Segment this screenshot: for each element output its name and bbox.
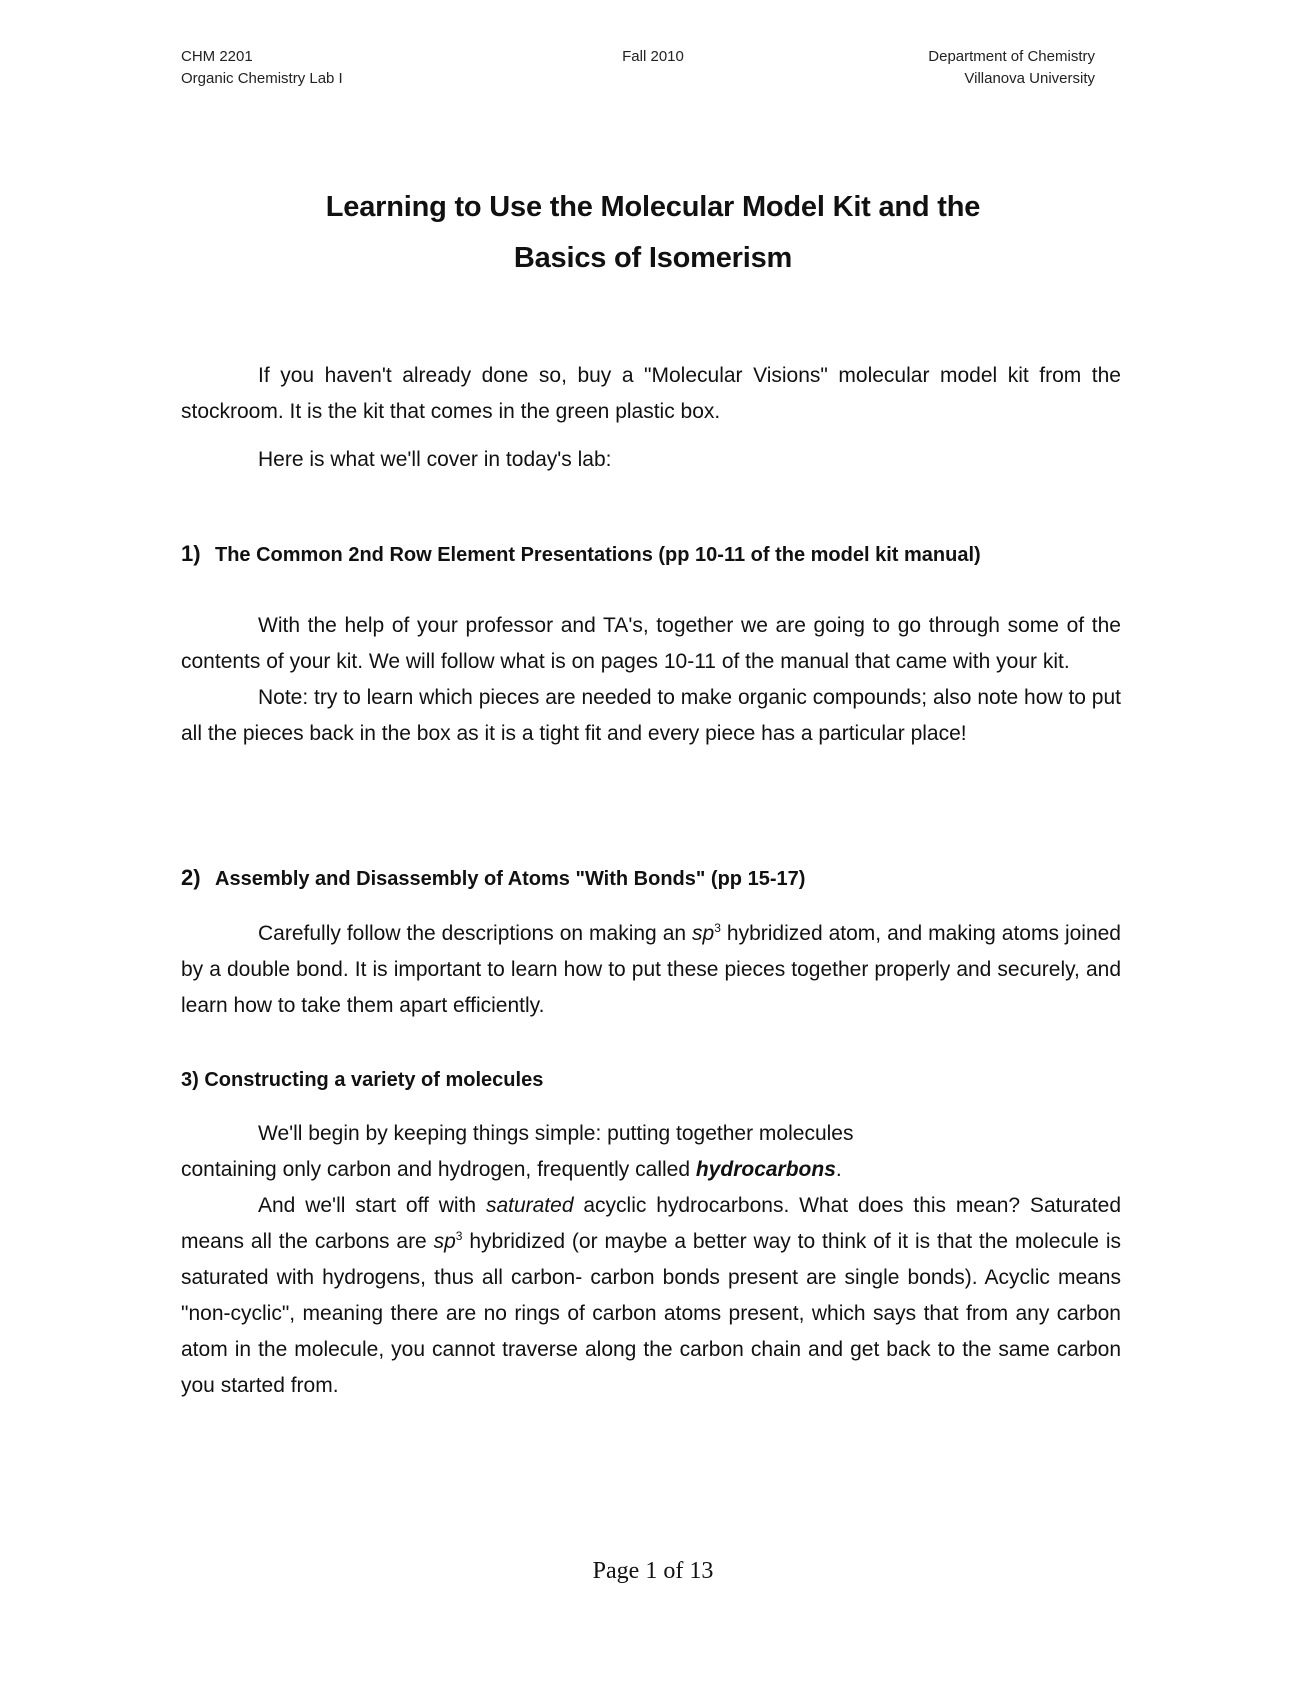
section-3-period: . xyxy=(835,1158,842,1181)
section-2-text-a: Carefully follow the descriptions on making an xyxy=(258,922,693,945)
section-1-heading xyxy=(181,540,1121,569)
section-2-text-b: hybridized atom, and making atoms joined by a double bond. It is important to learn how to put these pieces together properly and securely, and learn how to take them apart efficiently. xyxy=(181,922,1121,1017)
section-1-title: The Common 2nd Row Element Presentations (pp 10-11 of the model kit manual) xyxy=(215,544,981,566)
section-3-line-2: containing only carbon and hydrogen, frequently called xyxy=(181,1158,696,1181)
section-2-number: 2) xyxy=(181,865,201,890)
section-1-body xyxy=(181,608,1121,752)
section-2-paragraph-1 xyxy=(181,916,1121,1024)
section-3-text-b: acyclic hydrocarbons. What does this mean? Saturated means all the carbons are xyxy=(181,1194,1121,1253)
intro-section xyxy=(181,358,1121,478)
sp-superscript: 3 xyxy=(714,921,721,935)
university-name: Villanova University xyxy=(964,70,1095,87)
section-3-heading: 3) Constructing a variety of molecules xyxy=(181,1069,544,1091)
section-3-body xyxy=(181,1116,1121,1404)
section-3-line-1: We'll begin by keeping things simple: putting together molecules xyxy=(258,1122,854,1145)
intro-paragraph-2: Here is what we'll cover in today's lab: xyxy=(258,448,612,471)
section-3-paragraph-1 xyxy=(181,1116,1121,1188)
intro-paragraph-1: If you haven't already done so, buy a "Molecular Visions" molecular model kit from the stockroom. It is the kit that comes in the green plastic box. xyxy=(181,364,1121,423)
department-name: Department of Chemistry xyxy=(928,48,1095,65)
sp-term: sp xyxy=(692,922,715,945)
course-name: Organic Chemistry Lab I xyxy=(181,70,343,87)
section-1-paragraph-2: Note: try to learn which pieces are needed to make organic compounds; also note how to put all the pieces back in the box as it is a tight fit and every piece has a particular place! xyxy=(181,686,1121,745)
section-1-paragraph-1: With the help of your professor and TA's, together we are going to go through some of the contents of your kit. We will follow what is on pages 10-11 of the manual that came with your kit. xyxy=(181,614,1121,673)
course-code: CHM 2201 xyxy=(181,48,253,65)
title-line-2: Basics of Isomerism xyxy=(513,242,793,274)
header-right xyxy=(928,46,1095,90)
title-line-1: Learning to Use the Molecular Model Kit and the xyxy=(325,191,981,223)
sp-term-2: sp xyxy=(433,1230,456,1253)
hydrocarbons-term: hydrocarbons xyxy=(695,1158,836,1181)
sp-superscript-2: 3 xyxy=(455,1229,463,1243)
section-3-paragraph-2 xyxy=(181,1188,1121,1404)
section-3-text-c: hybridized (or maybe a better way to think of it is that the molecule is saturated with hydrogens, thus all carbon- carbon bonds present are single bonds). Acyclic means "non-cyclic", meaning there are no rings of carbon atoms present, which says that from any carbon atom in the molecule, you cannot traverse along the carbon chain and get back to the same carbon you started from. xyxy=(181,1230,1122,1397)
section-3-text-a: And we'll start off with xyxy=(258,1194,486,1217)
document-title xyxy=(0,182,1306,284)
section-2-heading xyxy=(181,864,1121,893)
section-2-body xyxy=(181,916,1121,1024)
saturated-term: saturated xyxy=(485,1194,574,1217)
header-term: Fall 2010 xyxy=(622,48,684,65)
section-2-title: Assembly and Disassembly of Atoms "With Bonds" (pp 15-17) xyxy=(215,868,806,890)
section-1-number: 1) xyxy=(181,541,201,566)
page-number: Page 1 of 13 xyxy=(592,1558,714,1584)
